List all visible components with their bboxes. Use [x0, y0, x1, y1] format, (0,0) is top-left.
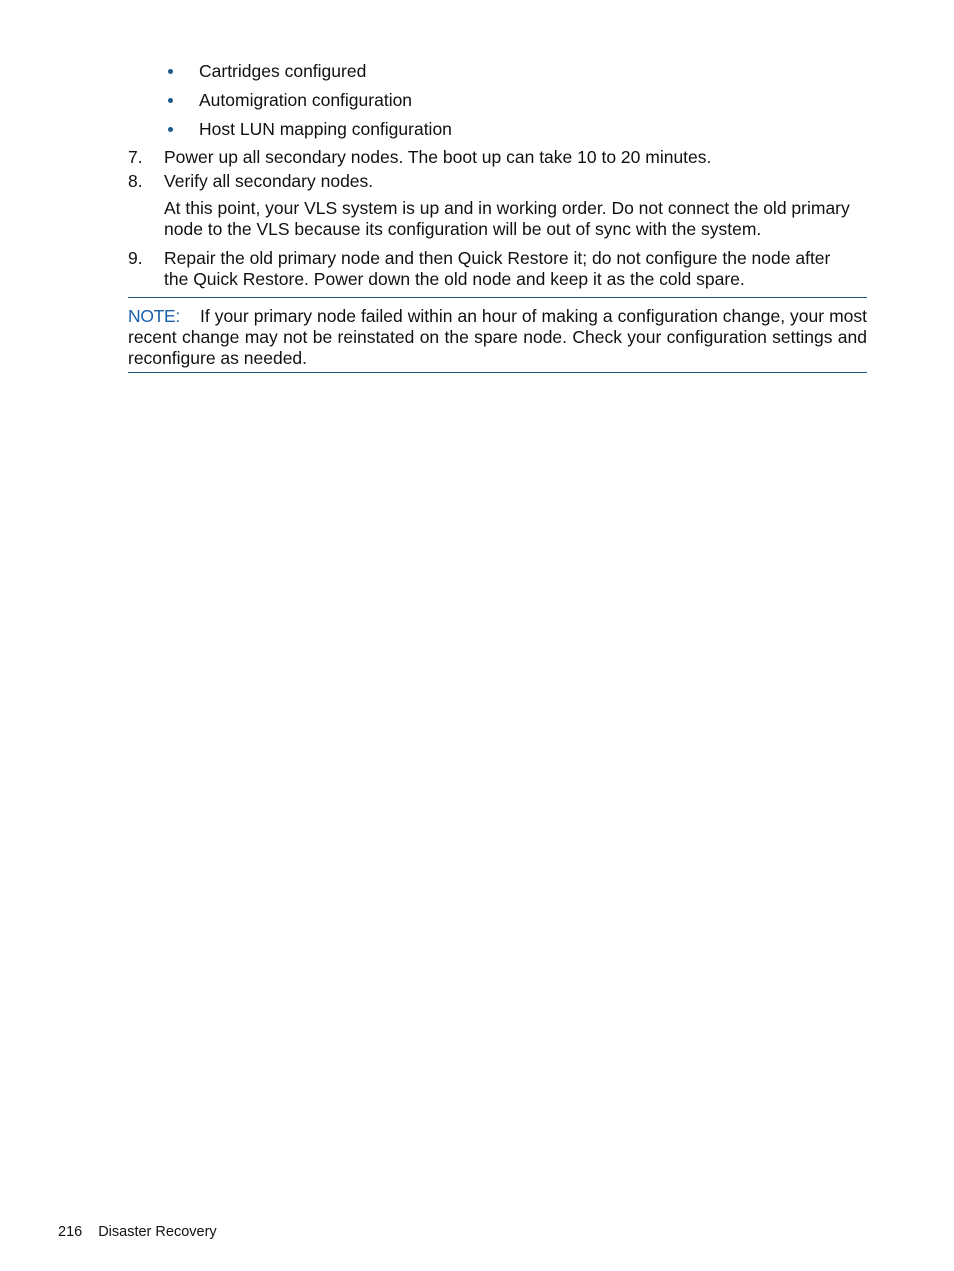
footer-section-title: Disaster Recovery [98, 1224, 217, 1240]
step-text: Verify all secondary nodes. [164, 171, 374, 191]
bullet-list [164, 58, 452, 145]
list-item [164, 58, 452, 87]
bullet-icon [168, 69, 173, 74]
step-8 [128, 171, 858, 240]
bullet-text: Cartridges configured [199, 61, 367, 81]
note-label: NOTE: [128, 306, 180, 326]
step-number: 9. [128, 248, 143, 268]
bullet-text: Host LUN mapping configuration [199, 119, 452, 139]
list-item [164, 87, 452, 116]
step-number: 7. [128, 147, 143, 167]
step-7 [128, 147, 858, 168]
step-text: Power up all secondary nodes. The boot up can take 10 to 20 minutes. [164, 147, 712, 167]
step-number: 8. [128, 171, 143, 191]
page-footer [58, 1222, 217, 1242]
list-item [164, 116, 452, 145]
step-paragraph: At this point, your VLS system is up and in working order. Do not connect the old primary node to the VLS because its configuration will be out of sync with the system. [164, 198, 850, 239]
bullet-icon [168, 98, 173, 103]
bullet-text: Automigration configuration [199, 90, 413, 110]
note-text: If your primary node failed within an hour of making a configuration change, your most recent change may not be reinstated on the spare node. Check your configuration settings and reconfigure as needed. [128, 306, 867, 368]
step-9 [128, 248, 858, 290]
bullet-icon [168, 127, 173, 132]
page-number: 216 [58, 1224, 83, 1240]
note-body [128, 306, 867, 369]
note-box [128, 297, 867, 373]
step-text: Repair the old primary node and then Quick Restore it; do not configure the node after the Quick Restore. Power down the old node and keep it as the cold spare. [164, 248, 831, 289]
